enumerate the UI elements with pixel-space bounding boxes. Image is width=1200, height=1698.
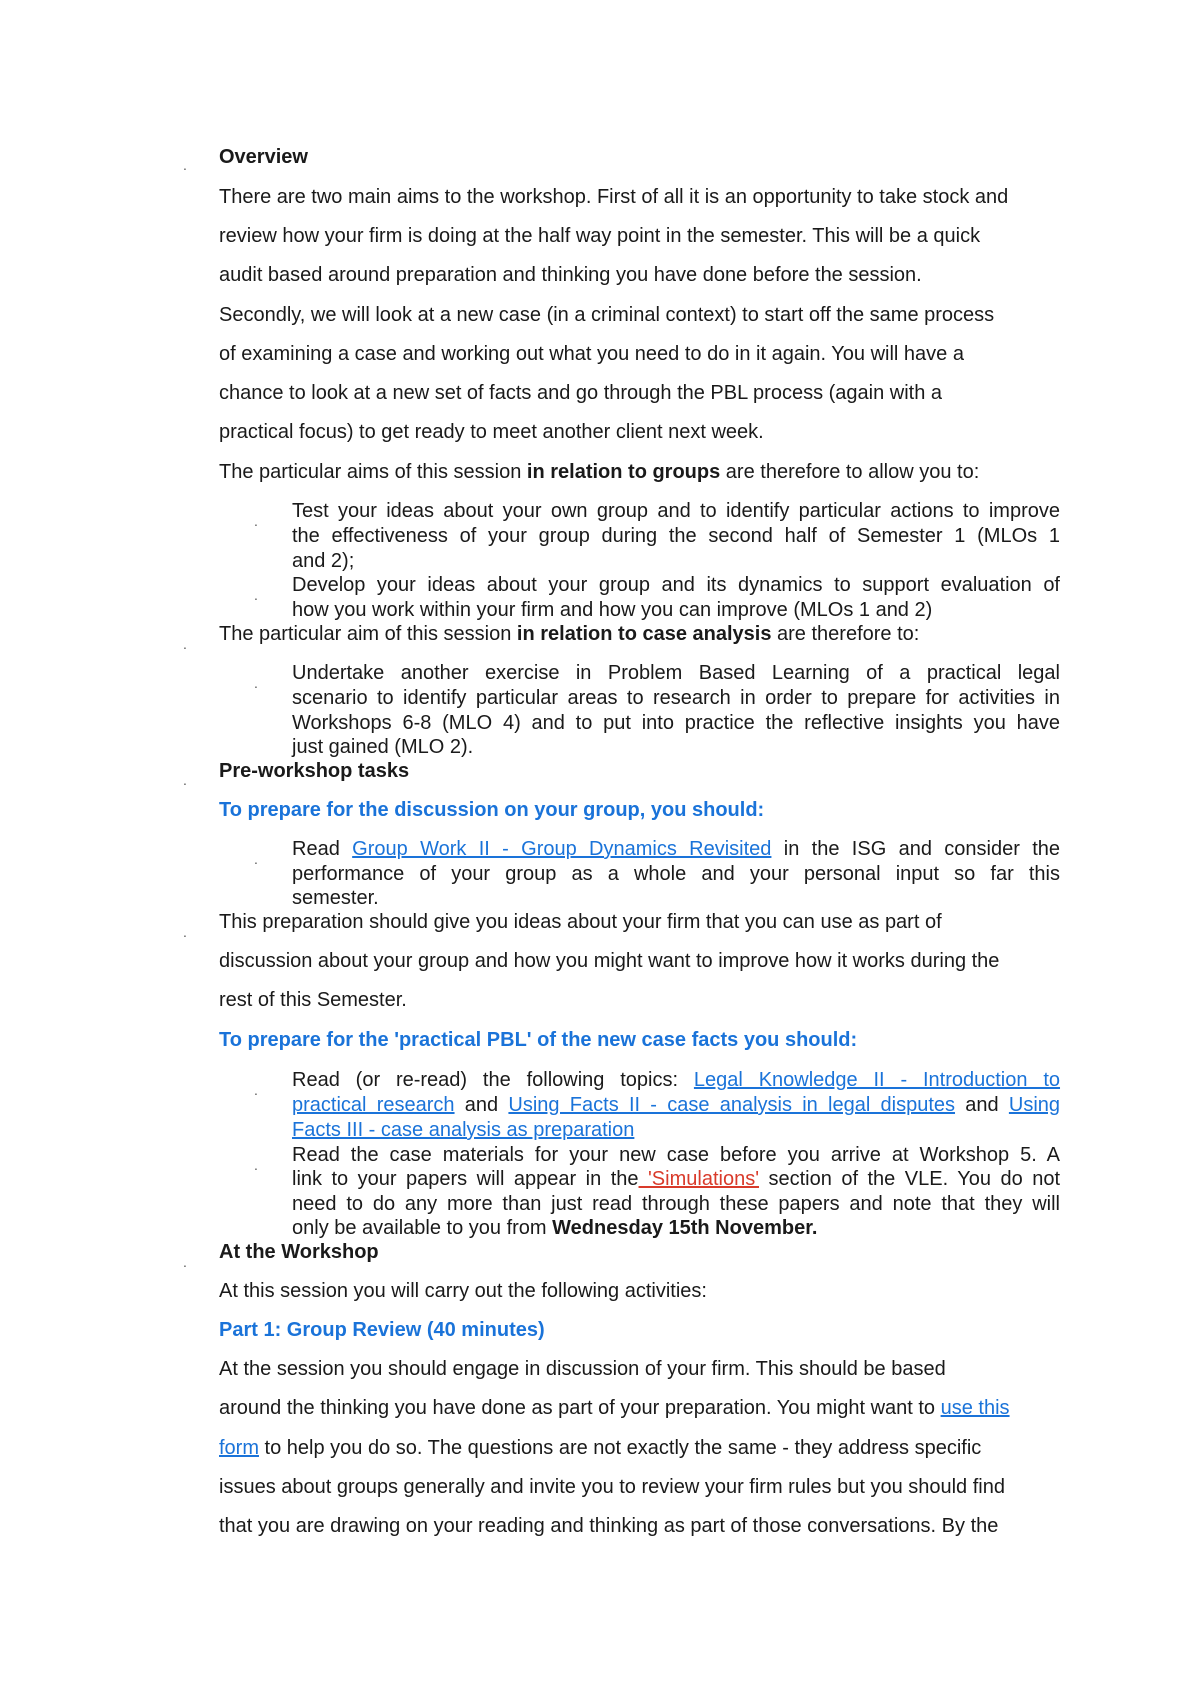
case-materials-item: Read the case materials for your new case before you arrive at Workshop 5. A <box>292 1144 1060 1166</box>
bullet-marker: . <box>254 587 258 603</box>
groups-aim-item: and 2); <box>292 550 355 572</box>
groups-aim-item: how you work within your firm and how you can improve (MLOs 1 and 2) <box>292 599 933 621</box>
part1-paragraph-line: that you are drawing on your reading and thinking as part of those conversations. By the <box>219 1515 999 1537</box>
read-group-work-item: Read Group Work II - Group Dynamics Revisited in the ISG and consider the <box>292 838 1061 860</box>
groups-aims-intro: The particular aims of this session in relation to groups are therefore to allow you to: <box>219 461 980 483</box>
at-workshop-intro: At this session you will carry out the following activities: <box>219 1280 707 1302</box>
using-facts-iii-link[interactable]: Facts III - case analysis as preparation <box>292 1119 635 1141</box>
overview-heading: Overview <box>219 146 308 168</box>
bullet-marker: . <box>254 1157 258 1173</box>
use-this-form-link[interactable]: use this <box>940 1397 1010 1419</box>
legal-knowledge-link[interactable]: practical research <box>292 1094 455 1116</box>
prep-paragraph-line: rest of this Semester. <box>219 989 407 1011</box>
case-aims-intro: The particular aim of this session in relation to case analysis are therefore to: <box>219 623 920 645</box>
groups-aim-item: Develop your ideas about your group and its dynamics to support evaluation of <box>292 574 1060 596</box>
part1-paragraph-line: around the thinking you have done as part of your preparation. You might want to use this <box>219 1397 1010 1419</box>
using-facts-ii-link[interactable]: Using Facts II - case analysis in legal disputes <box>508 1094 956 1116</box>
part1-paragraph-line: form to help you do so. The questions are not exactly the same - they address specific <box>219 1437 982 1459</box>
topics-item: Read (or re-read) the following topics: Legal Knowledge II - Introduction to <box>292 1069 1061 1091</box>
overview-line: review how your firm is doing at the half way point in the semester. This will be a quick <box>219 225 981 247</box>
case-prep-subheading: To prepare for the 'practical PBL' of the new case facts you should: <box>219 1029 858 1051</box>
legal-knowledge-link[interactable]: Legal Knowledge II - Introduction to <box>693 1069 1061 1091</box>
bullet-marker: . <box>183 924 187 940</box>
bullet-marker: . <box>183 772 187 788</box>
prep-paragraph-line: discussion about your group and how you might want to improve how it works during the <box>219 950 1000 972</box>
groups-aim-item: the effectiveness of your group during the second half of Semester 1 (MLOs 1 <box>292 525 1060 547</box>
bullet-marker: . <box>254 851 258 867</box>
read-group-work-item: semester. <box>292 887 379 909</box>
groups-aim-item: Test your ideas about your own group and to identify particular actions to improve <box>292 500 1060 522</box>
bullet-marker: . <box>183 636 187 652</box>
case-aim-item: Undertake another exercise in Problem Based Learning of a practical legal <box>292 662 1060 684</box>
overview-line: practical focus) to get ready to meet another client next week. <box>219 421 764 443</box>
bullet-marker: . <box>254 513 258 529</box>
case-materials-item: only be available to you from Wednesday 15th November. <box>292 1217 818 1239</box>
part1-paragraph-line: issues about groups generally and invite you to review your firm rules but you should find <box>219 1476 1005 1498</box>
bullet-marker: . <box>183 1254 187 1270</box>
prep-paragraph-line: This preparation should give you ideas about your firm that you can use as part of <box>219 911 942 933</box>
overview-line: chance to look at a new set of facts and go through the PBL process (again with a <box>219 382 943 404</box>
at-workshop-heading: At the Workshop <box>219 1241 379 1263</box>
case-materials-item: need to do any more than just read through these papers and note that they will <box>292 1193 1060 1215</box>
group-dynamics-link[interactable]: Group Work II - Group Dynamics Revisited <box>352 838 772 860</box>
case-aim-item: just gained (MLO 2). <box>292 736 474 758</box>
part1-paragraph-line: At the session you should engage in discussion of your firm. This should be based <box>219 1358 946 1380</box>
topics-item <box>292 1118 634 1142</box>
bullet-marker: . <box>183 157 187 173</box>
overview-line: There are two main aims to the workshop. First of all it is an opportunity to take stock and <box>219 186 1009 208</box>
use-this-form-link[interactable]: form <box>219 1437 259 1459</box>
overview-line: of examining a case and working out what you need to do in it again. You will have a <box>219 343 964 365</box>
using-facts-iii-link[interactable]: Using <box>1008 1094 1061 1116</box>
case-aim-item: scenario to identify particular areas to research in order to prepare for activities in <box>292 687 1060 709</box>
bullet-marker: . <box>254 675 258 691</box>
simulations-link[interactable]: 'Simulations' <box>638 1168 760 1190</box>
case-aim-item: Workshops 6-8 (MLO 4) and to put into practice the reflective insights you have <box>292 712 1060 734</box>
pre-workshop-heading: Pre-workshop tasks <box>219 760 410 782</box>
bullet-marker: . <box>254 1082 258 1098</box>
part1-heading: Part 1: Group Review (40 minutes) <box>219 1319 545 1341</box>
overview-line: Secondly, we will look at a new case (in a criminal context) to start off the same process <box>219 304 995 326</box>
group-prep-subheading: To prepare for the discussion on your group, you should: <box>219 799 765 821</box>
overview-line: audit based around preparation and thinking you have done before the session. <box>219 264 922 286</box>
read-group-work-item: performance of your group as a whole and your personal input so far this <box>292 863 1060 885</box>
topics-item: practical research and Using Facts II - case analysis in legal disputes and Using <box>292 1094 1061 1116</box>
case-materials-item: link to your papers will appear in the 'Simulations' section of the VLE. You do not <box>292 1168 1061 1190</box>
